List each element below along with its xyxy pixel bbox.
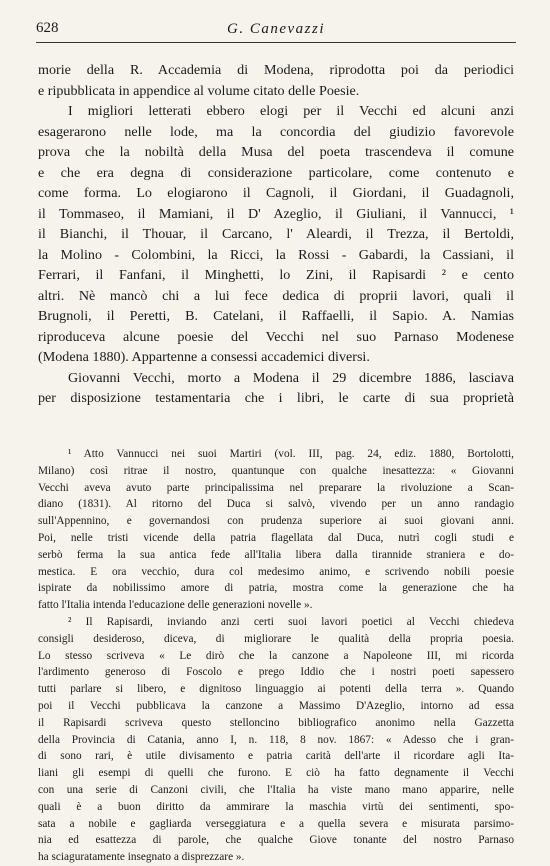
footnote-line: Lo stesso scriveva « Le dirò che la canzone a Napoleone III, mi ricorda xyxy=(38,649,514,662)
footnote-line: il Rapisardi scriveva questo stelloncino bibliografico anonimo nella Gazzetta xyxy=(38,716,514,729)
footnote-line: sata a nobile e gagliarda verseggiatura e a quella severa e misurata parsimo- xyxy=(38,817,514,830)
footnote-line: mestica. E ora vecchio, dura col medesimo animo, e scrivendo nobili poesie xyxy=(38,565,514,578)
page-number: 628 xyxy=(36,20,59,36)
running-header xyxy=(36,18,516,43)
footnote-line: l'ardimento generoso di Foscolo e prego Iddio che i nostri poeti sapessero xyxy=(38,666,514,679)
text-line: altri. Nè mancò chi a lui fece dedica di proprii lavori, quali il xyxy=(38,287,514,304)
footnote-line: della Provincia di Catania, anno I, n. 118, 8 nov. 1867: « Adesso che i gran- xyxy=(38,733,514,746)
text-line: esagerarono nelle lode, ma la concordia del giudizio favorevole xyxy=(38,123,514,140)
text-line: Giovanni Vecchi, morto a Modena il 29 dicembre 1886, lasciava xyxy=(68,369,514,386)
text-line: Ferrari, il Fanfani, il Minghetti, lo Zini, il Rapisardi ² e cento xyxy=(38,267,514,283)
text-line: la Molino - Colombini, la Ricci, la Rossi - Gabardi, la Cassiani, il xyxy=(38,246,514,263)
footnote-line: Vecchi aveva avuto parte principalissima nel preparare la rivoluzione a Scan- xyxy=(38,481,514,494)
main-text xyxy=(38,60,514,409)
text-line: come forma. Lo elogiarono il Cagnoli, il Giordani, il Guadagnoli, xyxy=(38,185,514,201)
footnote-line: ha sciaguratamente insegnato a disprezzare ». xyxy=(38,851,245,864)
text-line: prova che la nobiltà della Musa del poeta trascendeva il comune xyxy=(38,144,514,160)
footnote-line: ² Il Rapisardi, inviando anzi certi suoi lavori poetici al Vecchi chiedeva xyxy=(68,615,514,628)
footnote-line: quali è a buon diritto da ammirare la maschia virtù dei sentimenti, spo- xyxy=(38,800,514,813)
text-line: riproduceva alcune poesie del Vecchi nel suo Parnaso Modenese xyxy=(38,328,514,345)
text-line: e che era degna di considerazione particolare, come contenuto e xyxy=(38,164,514,181)
running-title: G. Canevazzi xyxy=(227,21,325,37)
footnote-line: di sono rari, è utile divisamento e patria carità dell'arte il ricordare agli Ita- xyxy=(38,750,514,763)
text-line: Brugnoli, il Peretti, B. Catelani, il Raffaelli, il Sapio. A. Namias xyxy=(38,308,514,324)
footnote-line: Milano) così ritrae il nostro, quantunque con qualche inesattezza: « Giovanni xyxy=(38,464,514,477)
text-line: e ripubblicata in appendice al volume citato delle Poesie. xyxy=(38,82,360,99)
text-line: I migliori letterati ebbero elogi per il Vecchi ed alcuni anzi xyxy=(68,103,514,119)
text-line: per disposizione testamentaria che i libri, le carte di sua proprietà xyxy=(38,390,514,406)
footnote-line: liani gli esempi di quelli che furono. E ciò ha fatto degnamente il Vecchi xyxy=(38,767,514,780)
text-line: il Tommaseo, il Mamiani, il D' Azeglio, il Giuliani, il Vannucci, ¹ xyxy=(38,205,514,222)
text-line: il Bianchi, il Thouar, il Carcano, l' Aleardi, il Trezza, il Bertoldi, xyxy=(38,226,514,242)
footnote-line: Poi, nelle tristi vicende della patria flagellata dal Duca, nutrì cogli studi e xyxy=(38,531,514,544)
footnote-line: ispirate da nobilissimo amore di patria, mostra come la generazione che ha xyxy=(38,582,514,595)
footnote-line: poi il Vecchi pubblicava la canzone a Massimo D'Azeglio, intorno ad essa xyxy=(38,699,514,712)
footnote-line: nia ed esattezza di parole, che qualche Giove tonante del nostro Parnaso xyxy=(38,834,514,847)
footnote-line: fatto l'Italia intenda l'educazione delle generazioni novelle ». xyxy=(38,599,313,612)
footnotes xyxy=(38,446,514,866)
footnote-line: ¹ Atto Vannucci nei suoi Martiri (vol. III, pag. 24, ediz. 1880, Bortolotti, xyxy=(68,448,514,460)
footnote-line: con una serie di Canzoni civili, che l'Italia ha viste mano mano apparire, nelle xyxy=(38,783,514,796)
footnote-line: serbò ferma la sua antica fede all'Italia libera dalla tirannide straniera e do- xyxy=(38,548,514,561)
footnote-line: tutti parlare si libero, e dignitoso linguaggio ai potenti della terra ». Quando xyxy=(38,683,514,696)
footnote-line: diano (1831). Al ritorno del Duca si salvò, vivendo per un anno randagio xyxy=(38,498,514,511)
footnote-line: sull'Appennino, e governandosi con prudenza superiore ai suoi giovani anni. xyxy=(38,515,514,528)
text-line: morie della R. Accademia di Modena, riprodotta poi da periodici xyxy=(38,62,514,78)
footnote-line: consigli desideroso, diceva, di migliorare le qualità della propria poesia. xyxy=(38,632,514,645)
text-line: (Modena 1880). Appartenne a consessi accademici diversi. xyxy=(38,349,370,365)
